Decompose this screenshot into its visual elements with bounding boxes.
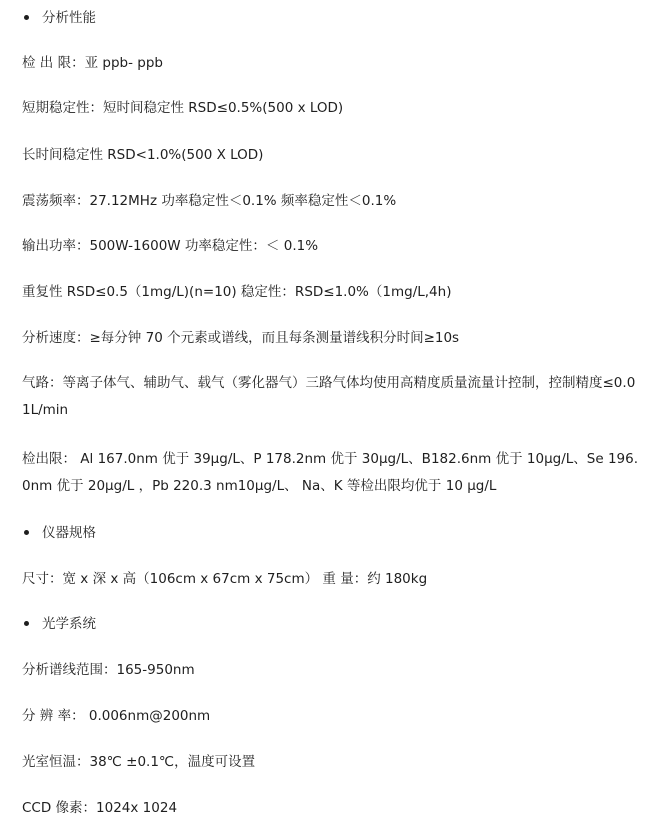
section-heading-analysis-text: 分析性能 xyxy=(42,10,96,26)
section-heading-specs xyxy=(22,525,96,541)
section-heading-analysis xyxy=(22,10,96,26)
spec-line-spectral-range: 分析谱线范围：165-950nm xyxy=(22,662,195,678)
bullet-icon xyxy=(24,15,29,20)
spec-line-optical-temp: 光室恒温：38℃ ±0.1℃，温度可设置 xyxy=(22,754,256,770)
bullet-icon xyxy=(24,530,29,535)
section-heading-specs-text: 仪器规格 xyxy=(42,525,96,541)
spec-line-short-term-stability: 短期稳定性：短时间稳定性 RSD≤0.5%(500 x LOD) xyxy=(22,100,344,116)
bullet-icon xyxy=(24,621,29,626)
section-heading-optics-text: 光学系统 xyxy=(42,616,96,632)
spec-line-dimensions: 尺寸：宽 x 深 x 高（106cm x 67cm x 75cm） 重 量：约 180kg xyxy=(22,571,428,587)
spec-line-repeatability: 重复性 RSD≤0.5（1mg/L)(n=10) 稳定性：RSD≤1.0%（1mg/L,4h) xyxy=(22,284,452,300)
spec-line-long-term-stability: 长时间稳定性 RSD<1.0%(500 X LOD) xyxy=(22,147,264,163)
spec-line-resolution: 分 辨 率： 0.006nm@200nm xyxy=(22,708,211,724)
section-heading-optics xyxy=(22,616,96,632)
spec-line-oscillation: 震荡频率：27.12MHz 功率稳定性＜0.1% 频率稳定性＜0.1% xyxy=(22,193,397,209)
spec-line-speed: 分析速度：≥每分钟 70 个元素或谱线，而且每条测量谱线积分时间≥10s xyxy=(22,330,460,346)
spec-line-output-power: 输出功率：500W-1600W 功率稳定性：＜ 0.1% xyxy=(22,238,319,254)
spec-line-detection-limit: 检 出 限：亚 ppb- ppb xyxy=(22,55,163,71)
spec-paragraph-element-limits: 检出限： Al 167.0nm 优于 39μg/L、P 178.2nm 优于 30μg/L、B182.6nm 优于 10μg/L、Se 196.0nm 优于 20μg/L ，Pb 220.3 nm10μg/L、 Na、K 等检出限均优于 10 μg/L xyxy=(22,451,639,494)
spec-line-ccd-pixels: CCD 像素：1024x 1024 xyxy=(22,800,178,816)
spec-paragraph-gas-path: 气路：等离子体气、辅助气、载气（雾化器气）三路气体均使用高精度质量流量计控制，控制精度≤0.01L/min xyxy=(22,375,636,418)
